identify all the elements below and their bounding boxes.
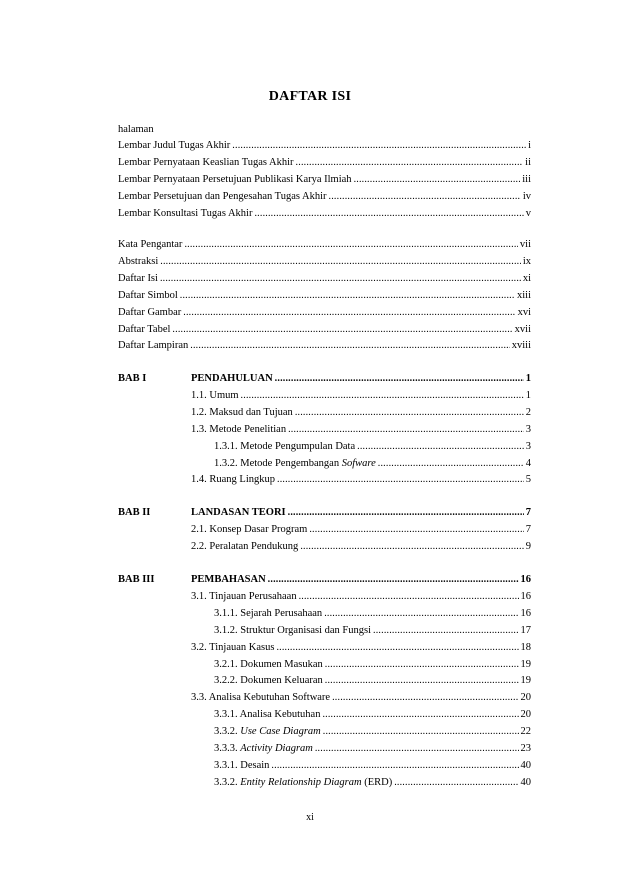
toc-label [191, 407, 293, 418]
leader-dots [296, 157, 524, 168]
leader-dots [329, 191, 521, 202]
toc-entry[interactable] [118, 157, 531, 171]
toc-page-number: 2 [525, 406, 531, 418]
toc-label-text: Lembar Pernyataan Keaslian Tugas Akhir [118, 156, 294, 168]
toc-label-text: Abstraksi [118, 255, 159, 267]
halaman-label: halaman [118, 124, 154, 135]
toc-page-number: 40 [520, 759, 531, 771]
toc-entry[interactable] [214, 760, 531, 774]
toc-page-number: 40 [520, 776, 531, 788]
toc-label-text: Daftar Lampiran [118, 340, 189, 352]
toc-entry[interactable] [118, 191, 531, 205]
toc-entry[interactable] [191, 474, 531, 488]
toc-page-number: 20 [520, 692, 531, 704]
toc-page-number: 20 [520, 709, 531, 721]
toc-label-text: 1.1. Umum [191, 389, 239, 401]
toc-label-text: 2.2. Peralatan Pendukung [191, 540, 299, 552]
toc-label [191, 474, 275, 485]
toc-page-number: 7 [525, 523, 531, 535]
toc-entry[interactable] [191, 541, 531, 555]
leader-dots [160, 273, 521, 284]
chapter-entry[interactable] [191, 507, 531, 521]
chapter-number: BAB III [118, 574, 155, 585]
toc-page-number: 23 [520, 743, 531, 754]
toc-entry[interactable] [191, 407, 531, 421]
toc-label [118, 307, 181, 318]
toc-label-text: 3.2. Tinjauan Kasus [191, 641, 275, 653]
toc-entry[interactable] [118, 174, 531, 188]
leader-dots [288, 424, 524, 435]
toc-label-text: 3.1.2. Struktur Organisasi dan Fungsi [214, 624, 372, 636]
leader-dots [276, 642, 518, 653]
leader-dots [254, 208, 523, 219]
toc-entry[interactable] [118, 273, 531, 287]
toc-entry[interactable] [214, 608, 531, 622]
toc-page-number: xvi [517, 306, 531, 318]
toc-page-number: i [528, 140, 531, 151]
toc-entry[interactable] [214, 726, 531, 740]
toc-entry[interactable] [118, 307, 531, 321]
toc-label [214, 709, 320, 720]
toc-entry[interactable] [214, 458, 531, 472]
chapter-number: BAB I [118, 373, 147, 384]
leader-dots [299, 591, 519, 602]
toc-page-number: 5 [525, 474, 531, 486]
chapter-number: BAB II [118, 507, 151, 518]
toc-page-number: 16 [520, 607, 531, 619]
toc-label [118, 324, 170, 335]
leader-dots [323, 726, 519, 737]
toc-label-text: 1.3. Metode Penelitian [191, 423, 287, 435]
leader-dots [183, 307, 515, 318]
toc-label [191, 642, 274, 653]
leader-dots [271, 760, 518, 771]
leader-dots [232, 140, 526, 151]
toc-page-number: 3 [525, 440, 531, 452]
toc-entry[interactable] [191, 390, 531, 404]
toc-entry[interactable] [214, 743, 531, 757]
toc-label [191, 424, 286, 435]
leader-dots [357, 441, 524, 452]
leader-dots [325, 675, 519, 686]
toc-label-text: Kata Pengantar [118, 239, 183, 250]
toc-label-text: 3.1.1. Sejarah Perusahaan [214, 607, 323, 619]
toc-label-text: PENDAHULUAN [191, 373, 273, 384]
toc-label [118, 157, 294, 168]
leader-dots [190, 340, 509, 351]
toc-entry[interactable] [214, 675, 531, 689]
toc-label-italic: Entity Relationship Diagram [240, 776, 362, 788]
leader-dots [241, 390, 524, 401]
toc-label [118, 290, 178, 301]
toc-label [214, 608, 322, 619]
toc-label-text: Lembar Konsultasi Tugas Akhir [118, 207, 253, 219]
toc-entry[interactable] [118, 324, 531, 338]
toc-page-number: 1 [525, 373, 531, 384]
toc-label-text: 3.3.1. Desain [214, 759, 270, 771]
toc-page-number: 4 [525, 457, 531, 469]
leader-dots [324, 608, 518, 619]
leader-dots [325, 659, 519, 670]
toc-page-number: 22 [520, 726, 531, 738]
toc-entry[interactable] [214, 659, 531, 673]
leader-dots [172, 324, 512, 335]
toc-label [214, 726, 321, 737]
toc-label [191, 507, 286, 518]
toc-label-text: 3.3.2. [214, 776, 241, 788]
toc-label-text: LANDASAN TEORI [191, 507, 286, 518]
toc-label-text: 2.1. Konsep Dasar Program [191, 523, 308, 535]
toc-label [118, 174, 352, 185]
toc-label [214, 458, 376, 469]
toc-page-number: iv [522, 190, 531, 202]
toc-entry[interactable] [214, 777, 531, 791]
toc-entry[interactable] [191, 424, 531, 438]
leader-dots [184, 239, 517, 250]
toc-label [118, 239, 182, 250]
toc-label [214, 659, 323, 670]
leader-dots [332, 692, 518, 703]
toc-label [214, 675, 323, 686]
toc-label-text: 3.3.2. [214, 726, 241, 738]
toc-page-number: 16 [520, 590, 531, 602]
toc-entry[interactable] [214, 625, 531, 639]
leader-dots [275, 373, 524, 384]
toc-label-text: 3.3. Analisa Kebutuhan Software [191, 692, 331, 704]
leader-dots [180, 290, 515, 301]
toc-label [214, 760, 269, 771]
toc-label-text: 3.2.2. Dokumen Keluaran [214, 675, 323, 687]
toc-label-text: 1.3.2. Metode Pengembangan [214, 457, 342, 469]
toc-label [118, 191, 327, 202]
toc-page-number: xi [522, 272, 531, 284]
toc-label-text: 1.3.1. Metode Pengumpulan Data [214, 440, 356, 452]
chapter-entry[interactable] [191, 574, 531, 588]
leader-dots [277, 474, 524, 485]
toc-label-text: 3.3.1. Analisa Kebutuhan [214, 709, 321, 721]
leader-dots [288, 507, 524, 518]
toc-label [191, 373, 273, 384]
page-number: xi [306, 812, 314, 823]
toc-label-text: 3.3.3. [214, 743, 241, 754]
toc-label-italic: Sofware [341, 457, 376, 469]
toc-entry[interactable] [214, 441, 531, 455]
toc-page-number: 16 [520, 574, 531, 585]
toc-label [118, 208, 252, 219]
leader-dots [160, 256, 521, 267]
toc-label-text: 1.4. Ruang Lingkup [191, 474, 275, 486]
toc-label [191, 692, 330, 703]
toc-label-italic: Use Case Diagram [240, 726, 321, 738]
toc-label [214, 625, 371, 636]
toc-page-number: vii [519, 239, 531, 250]
toc-entry[interactable] [118, 208, 531, 222]
toc-entry[interactable] [191, 642, 531, 656]
toc-label-text: 1.2. Maksud dan Tujuan [191, 406, 293, 418]
toc-page-number: ix [522, 255, 531, 267]
toc-label [118, 273, 158, 284]
leader-dots [354, 174, 521, 185]
toc-label-italic: Activity Diagram [240, 743, 313, 754]
toc-page-number: 3 [525, 423, 531, 435]
leader-dots [378, 458, 524, 469]
toc-label [191, 541, 298, 552]
page-title: DAFTAR ISI [268, 89, 352, 104]
toc-label [118, 256, 158, 267]
toc-label-text: 3.1. Tinjauan Perusahaan [191, 590, 297, 602]
toc-entry[interactable] [118, 290, 531, 304]
toc-label-text: Daftar Tabel [118, 323, 171, 335]
toc-label-text: Lembar Pernyataan Persetujuan Publikasi Karya Ilmiah [118, 173, 352, 185]
leader-dots [373, 625, 518, 636]
toc-label [214, 777, 392, 788]
toc-page-number: 1 [525, 389, 531, 401]
toc-page-number: xviii [511, 340, 531, 352]
toc-entry[interactable] [118, 140, 531, 154]
toc-page-number: xvii [514, 323, 531, 335]
toc-entry[interactable] [191, 524, 531, 538]
toc-page-number: 19 [520, 658, 531, 670]
leader-dots [309, 524, 523, 535]
toc-label-text: Daftar Simbol [118, 289, 178, 301]
toc-label [191, 574, 266, 585]
toc-entry[interactable] [118, 239, 531, 253]
chapter-entry[interactable] [191, 373, 531, 387]
toc-entry[interactable] [214, 709, 531, 723]
toc-label-text: 3.2.1. Dokumen Masukan [214, 658, 323, 670]
toc-page-number: 19 [520, 675, 531, 687]
toc-entry[interactable] [191, 591, 531, 605]
leader-dots [295, 407, 524, 418]
toc-entry[interactable] [118, 340, 531, 354]
toc-label [118, 340, 188, 351]
toc-page-number: iii [522, 173, 531, 185]
toc-entry[interactable] [118, 256, 531, 270]
toc-label-text: Lembar Persetujuan dan Pengesahan Tugas Akhir [118, 190, 327, 202]
toc-label-text: Daftar Gambar [118, 306, 182, 318]
toc-page-number: v [525, 207, 531, 219]
leader-dots [300, 541, 523, 552]
toc-page-number: 18 [520, 641, 531, 653]
toc-label-text: Daftar Isi [118, 272, 158, 284]
toc-label [191, 591, 297, 602]
toc-label [118, 140, 230, 151]
leader-dots [322, 709, 518, 720]
toc-label [214, 441, 355, 452]
toc-label-text: PEMBAHASAN [191, 574, 266, 585]
toc-page-number: xiii [516, 289, 531, 301]
toc-page-number: ii [525, 156, 531, 168]
leader-dots [394, 777, 518, 788]
toc-page-number: 9 [525, 540, 531, 552]
toc-label-text: Lembar Judul Tugas Akhir [118, 140, 231, 151]
toc-label [191, 524, 307, 535]
leader-dots [315, 743, 519, 754]
leader-dots [268, 574, 519, 585]
toc-page-number: 7 [525, 507, 531, 518]
toc-entry[interactable] [191, 692, 531, 706]
toc-label [214, 743, 313, 754]
toc-page-number: 17 [520, 624, 531, 636]
toc-label [191, 390, 239, 401]
toc-label-suffix: (ERD) [361, 776, 393, 788]
